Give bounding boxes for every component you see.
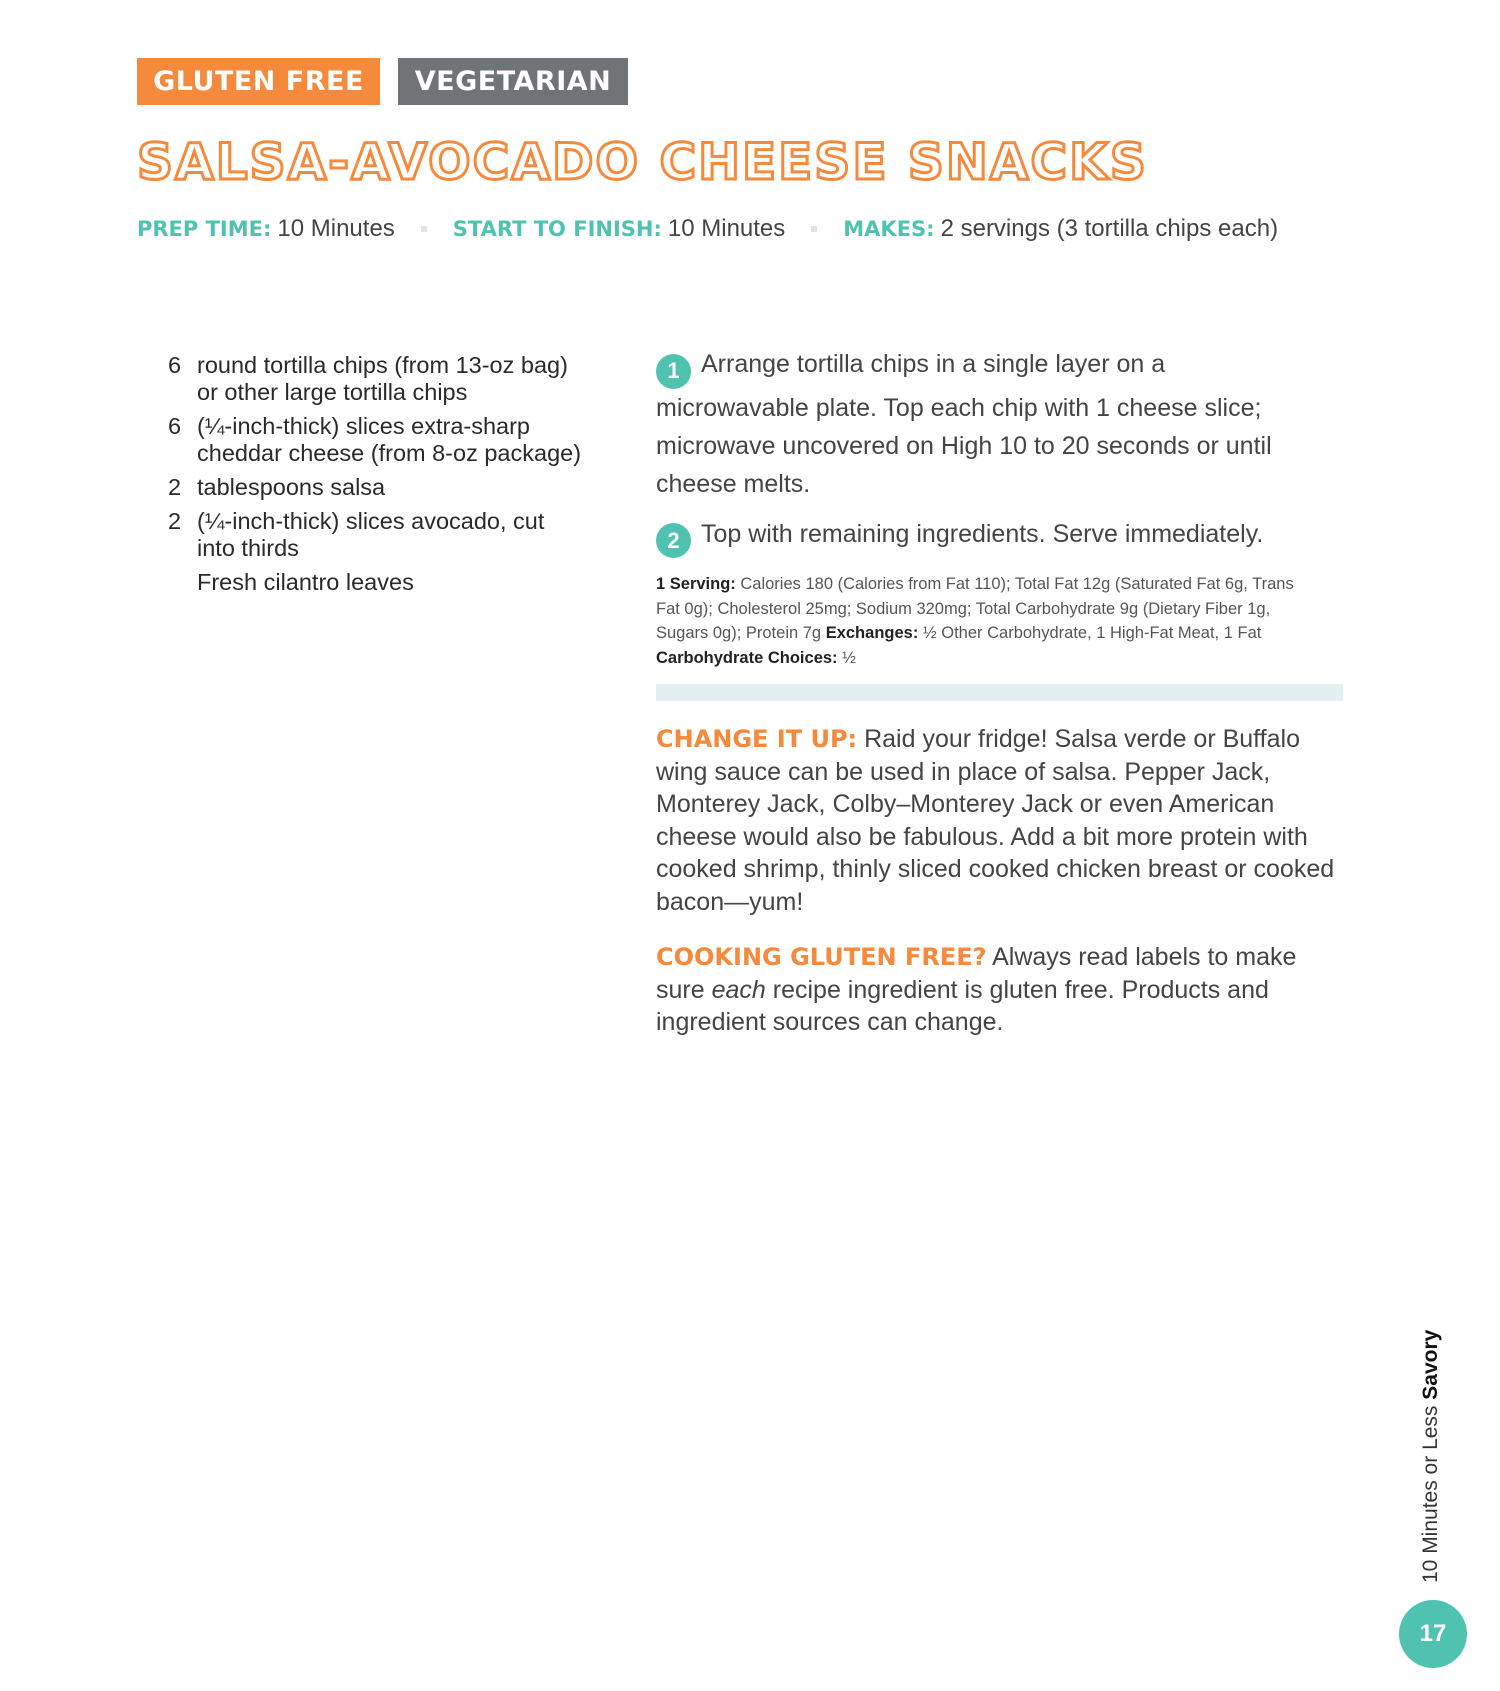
start-to-finish-label: START TO FINISH:: [452, 217, 662, 241]
gluten-free-tip-emphasis: each: [711, 975, 766, 1004]
ingredient-text: round tortilla chips (from 13-oz bag) or other large tortilla chips: [197, 352, 568, 405]
nutrition-info: [656, 572, 1316, 670]
gluten-free-tip-text-end: recipe ingredient is gluten free. Products and ingredient sources can change.: [656, 975, 1269, 1036]
exchanges-label: Exchanges:: [825, 624, 919, 642]
serving-label: 1 Serving:: [656, 575, 736, 593]
page-number: 17: [1399, 1600, 1467, 1668]
carb-choices-text: ½: [842, 648, 856, 667]
change-it-up-text: Raid your fridge! Salsa verde or Buffalo wing sauce can be used in place of salsa. Pepper Jack, Monterey Jack, Colby–Monterey Jack or even American cheese would also be fabulous. Add a bit more protein with cooked shrimp, thinly sliced cooked chicken breast or cooked bacon—yum!: [656, 725, 1335, 916]
change-it-up-tip: [656, 723, 1346, 918]
ingredient-quantity: 2: [168, 474, 182, 500]
ingredient-text: (¼-inch-thick) slices extra-sharp cheddar cheese (from 8-oz package): [197, 413, 582, 466]
ingredient-quantity: [168, 569, 197, 596]
exchanges-text: ½ Other Carbohydrate, 1 High-Fat Meat, 1 Fat: [922, 624, 1262, 642]
serving-text: Calories 180 (Calories from Fat 110); Total Fat 12g (Saturated Fat 6g, Trans Fat 0g); Cholesterol 25mg; Sodium 320mg; Total Carbohydrate 9g (Dietary Fiber 1g, Sugars 0g); Protein 7g: [656, 575, 1294, 642]
ingredient-text: Fresh cilantro leaves: [197, 569, 414, 595]
vegetarian-tag: VEGETARIAN: [398, 58, 628, 105]
gluten-free-tip: [656, 941, 1346, 1039]
recipe-meta: [137, 215, 1278, 243]
gluten-free-tag: GLUTEN FREE: [137, 58, 380, 105]
step-text: Arrange tortilla chips in a single layer on a microwavable plate. Top each chip with 1 cheese slice; microwave uncovered on High 10 to 20 seconds or until cheese melts.: [656, 350, 1272, 498]
change-it-up-label: CHANGE IT UP:: [656, 725, 858, 753]
step-number-badge: 2: [656, 523, 691, 558]
carb-choices-label: Carbohydrate Choices:: [656, 648, 838, 667]
gluten-free-tip-label: COOKING GLUTEN FREE?: [656, 943, 987, 971]
ingredient-text: tablespoons salsa: [197, 474, 386, 500]
directions: [656, 345, 1316, 670]
ingredient-item: [168, 569, 588, 596]
meta-separator: [811, 226, 817, 232]
step-text: Top with remaining ingredients. Serve immediately.: [701, 519, 1264, 548]
ingredient-quantity: 2: [168, 508, 182, 534]
meta-separator: [421, 226, 427, 232]
section-divider: [656, 684, 1343, 701]
direction-step: [656, 515, 1316, 559]
recipe-title: SALSA-AVOCADO CHEESE SNACKS: [137, 133, 1148, 191]
ingredient-item: [168, 474, 588, 501]
chapter-section: 10 Minutes or Less: [1419, 1405, 1442, 1583]
makes-value: 2 servings (3 tortilla chips each): [940, 215, 1279, 242]
ingredient-list: [168, 352, 588, 603]
prep-time-label: PREP TIME:: [137, 217, 272, 241]
makes-label: MAKES:: [843, 217, 935, 241]
ingredient-item: [168, 352, 588, 406]
step-number-badge: 1: [656, 354, 691, 389]
chapter-category: Savory: [1419, 1329, 1442, 1400]
ingredient-quantity: 6: [168, 352, 182, 378]
direction-step: [656, 345, 1316, 503]
ingredient-text: (¼-inch-thick) slices avocado, cut into thirds: [197, 508, 545, 561]
prep-time-value: 10 Minutes: [277, 215, 395, 242]
chapter-sidebar: [1419, 1330, 1443, 1583]
ingredient-quantity: 6: [168, 413, 182, 439]
ingredient-item: [168, 413, 588, 467]
ingredient-item: [168, 508, 588, 562]
gluten-free-tip-text: Always read labels to make sure: [656, 943, 1297, 1004]
start-to-finish-value: 10 Minutes: [667, 215, 786, 242]
